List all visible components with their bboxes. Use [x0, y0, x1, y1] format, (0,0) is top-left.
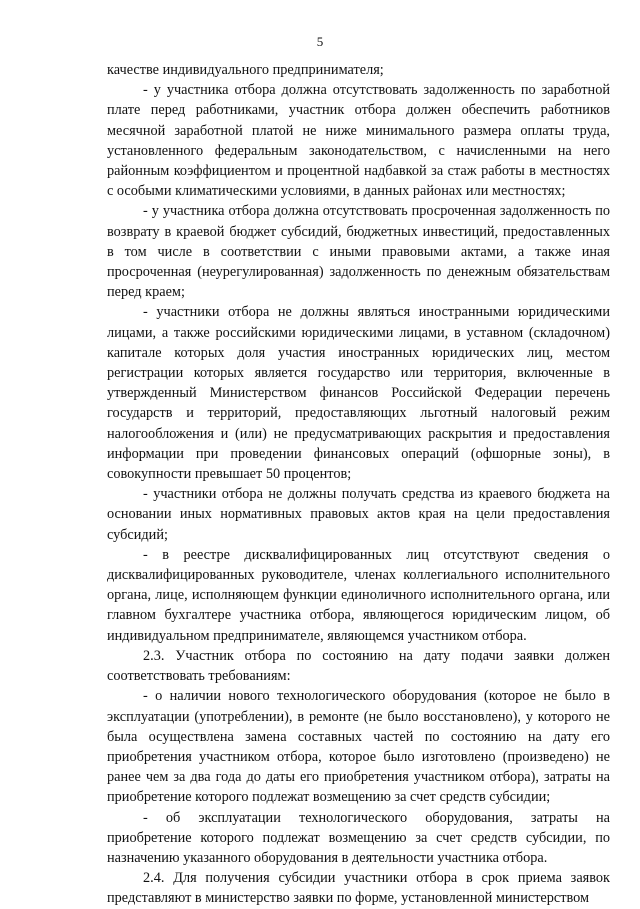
paragraph-foreign-entities: - участники отбора не должны являться иностранными юридическими лицами, а также российскими юридическими лицами, в уставном (складочном) капитале которых доля участия иностранных юридических лиц, местом регистрации которых является государство или территория, включенные в утвержденный Министерством финансов Российской Федерации перечень государств и территорий, предоставляющих льготный налоговый режим налогообложения и (или) не предусматривающих раскрытия и предоставления информации при проведении финансовых операций (офшорные зоны), в совокупности превышает 50 процентов;: [107, 304, 610, 483]
paragraph-continuation: качестве индивидуального предпринимателя;: [107, 62, 384, 78]
paragraph-wage-arrears: - у участника отбора должна отсутствовать задолженность по заработной плате перед работниками, участник отбора должен обеспечить работников месячной заработной платой не ниже минимального размера оплаты труда, установленного федеральным законодательством, с начисленными на него районным коэффициентом и процентной надбавкой за стаж работы в местностях с особыми климатическими условиями, в данных районах или местностях;: [107, 82, 610, 200]
paragraph-section-2-3: 2.3. Участник отбора по состоянию на дату подачи заявки должен соответствовать требованиям:: [107, 647, 610, 685]
document-body: [107, 60, 610, 909]
paragraph-section-2-4: 2.4. Для получения субсидии участники отбора в срок приема заявок представляют в министерство заявки по форме, установленной министерством: [107, 870, 610, 907]
paragraph-budget-arrears: - у участника отбора должна отсутствовать просроченная задолженность по возврату в краевой бюджет субсидий, бюджетных инвестиций, предоставленных в том числе в соответствии с иными правовыми актами, а также иная просроченная (неурегулированная) задолженность по денежным обязательствам перед краем;: [107, 203, 610, 301]
paragraph-disqualified-register: - в реестре дисквалифицированных лиц отсутствуют сведения о дисквалифицированных руководителе, членах коллегиального исполнительного органа, лице, исполняющем функции единоличного исполнительного органа, или главном бухгалтере участника отбора, являющегося юридическим лицом, об индивидуальном предпринимателе, являющемся участником отбора.: [107, 546, 610, 644]
page-number: 5: [316, 34, 324, 49]
paragraph-new-equipment: - о наличии нового технологического оборудования (которое не было в эксплуатации (употреблении), в ремонте (не было восстановлено), у которого не была осуществлена замена составных частей по состоянию на дату его приобретения участником отбора, которое было изготовлено (произведено) не ранее чем за два года до даты его приобретения участником отбора), затраты на приобретение которого подлежат возмещению за счет средств субсидии;: [107, 688, 610, 806]
paragraph-equipment-use: - об эксплуатации технологического оборудования, затраты на приобретение которого подлежат возмещению за счет средств субсидии, по назначению указанного оборудования в деятельности участника отбора.: [107, 809, 610, 866]
paragraph-other-funds: - участники отбора не должны получать средства из краевого бюджета на основании иных нормативных правовых актов края на цели предоставления субсидий;: [107, 486, 610, 543]
